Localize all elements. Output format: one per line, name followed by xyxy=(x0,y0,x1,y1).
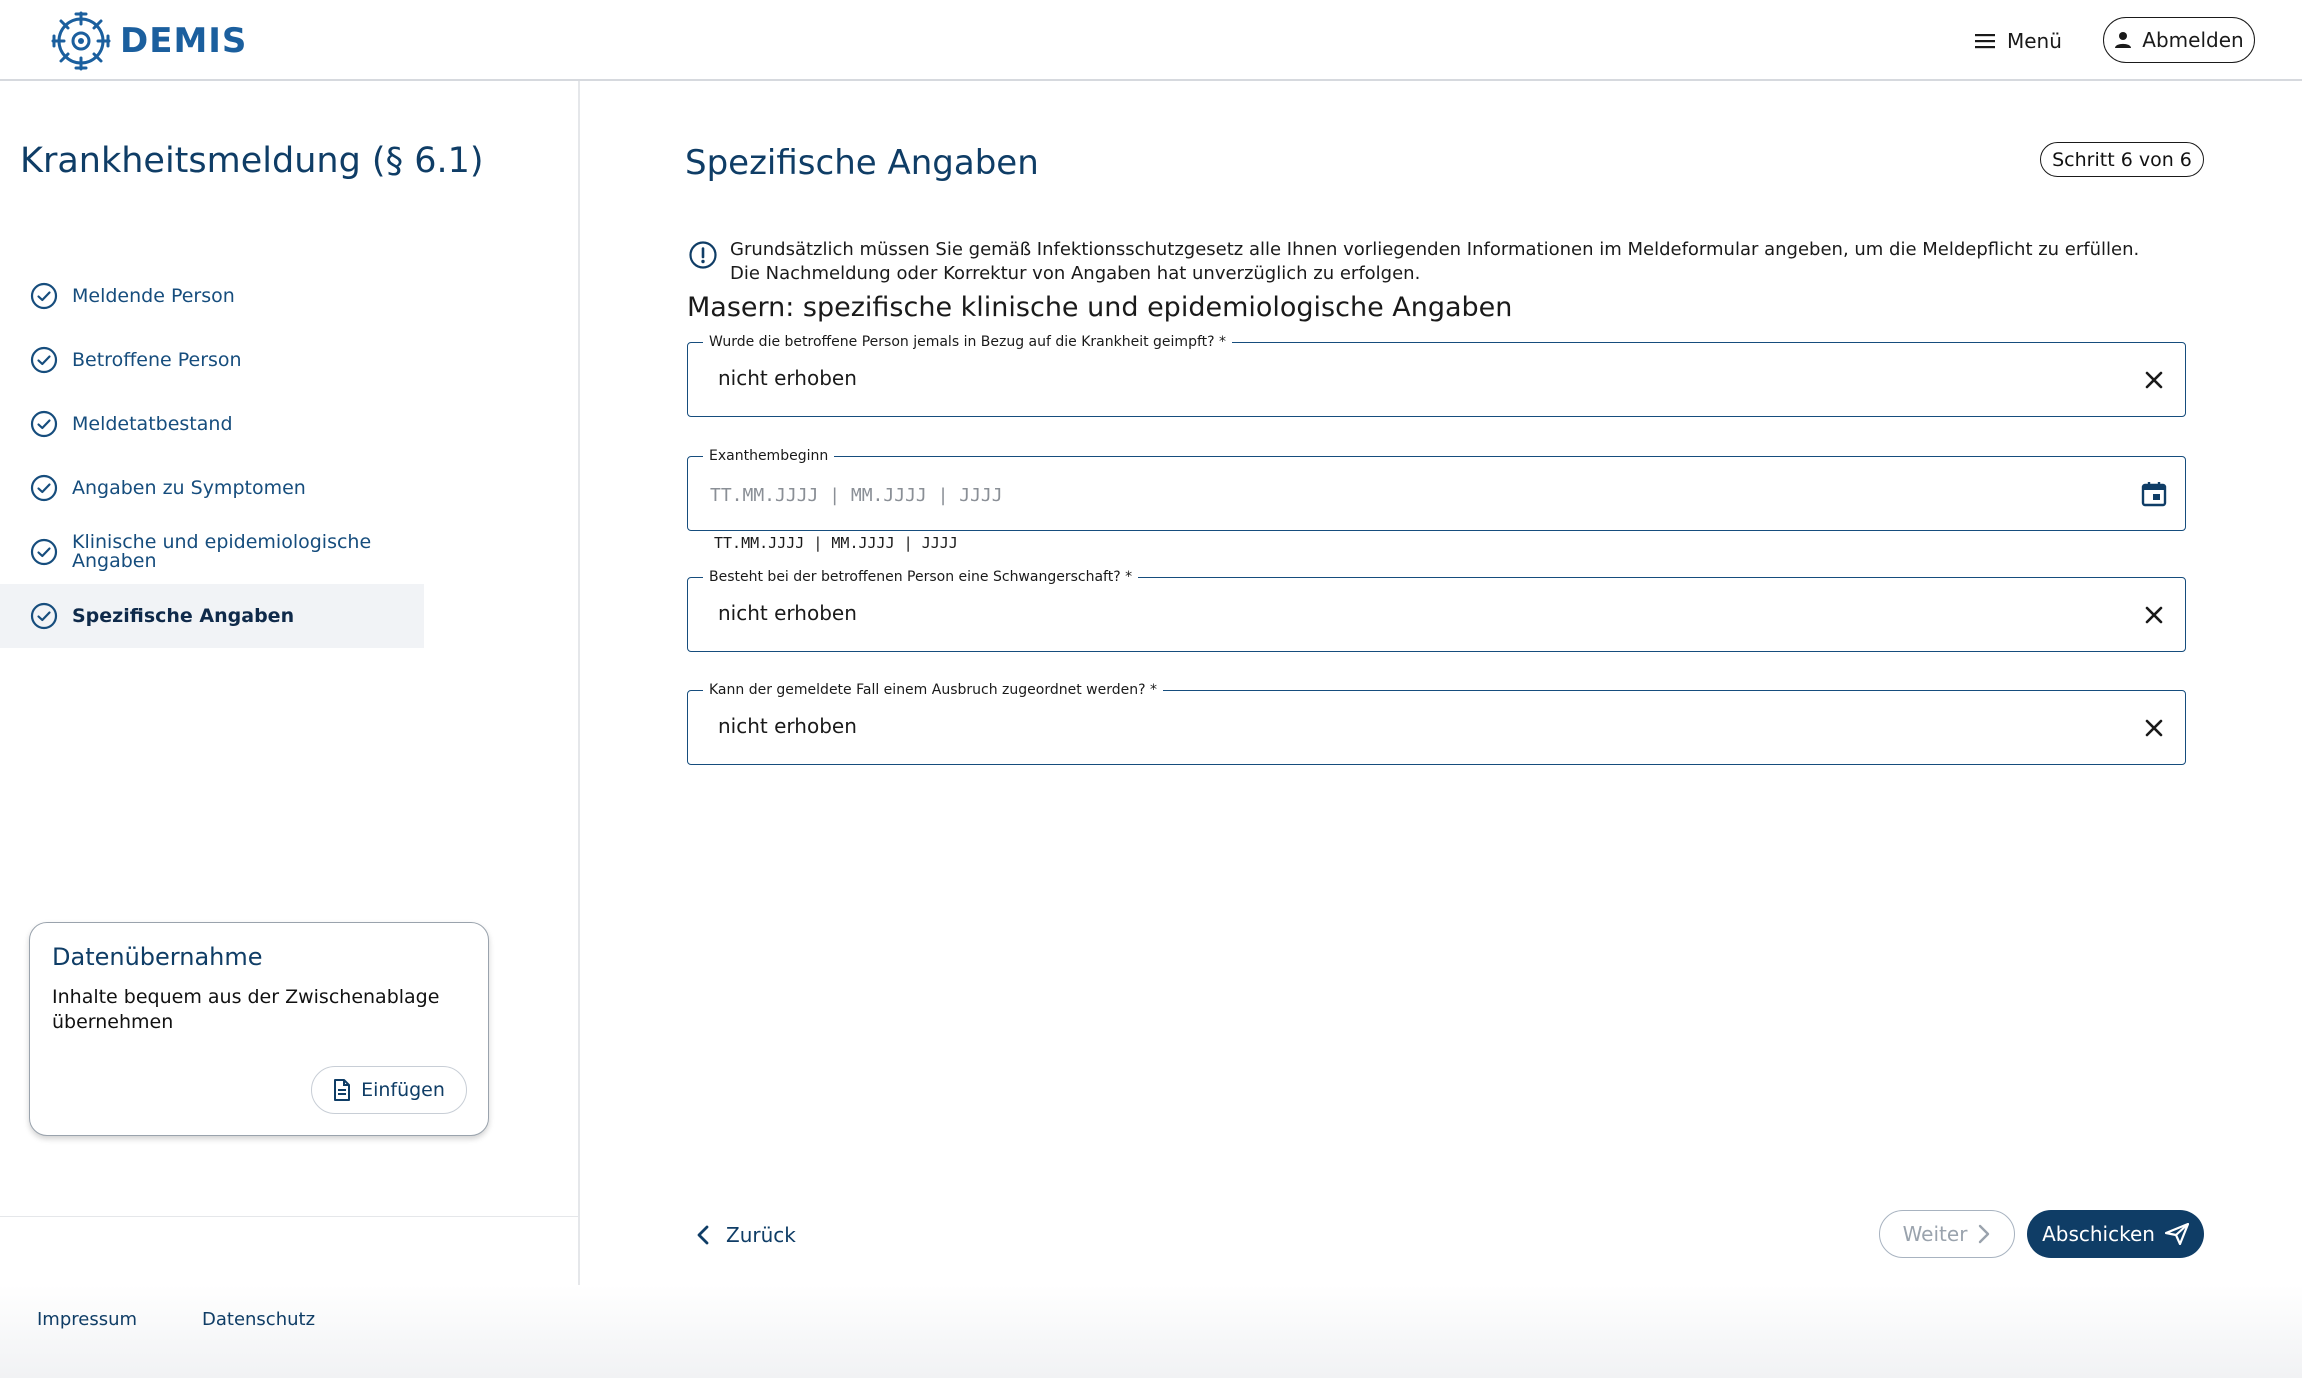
step-label: Klinische und epidemiologische Angaben xyxy=(72,531,372,572)
step-item-meldende-person[interactable] xyxy=(0,264,424,328)
page-footer xyxy=(0,1285,2302,1378)
paste-button-label: Einfügen xyxy=(361,1079,445,1101)
menu-label: Menü xyxy=(2007,29,2062,53)
step-label: Meldetatbestand xyxy=(72,412,233,435)
rash-onset-input[interactable] xyxy=(708,477,2092,513)
app-header xyxy=(0,0,2302,81)
check-circle-icon xyxy=(30,474,58,502)
submit-label: Abschicken xyxy=(2042,1222,2155,1246)
step-navigation xyxy=(0,264,424,648)
hamburger-menu-icon xyxy=(1975,33,1995,49)
field-value: nicht erhoben xyxy=(718,366,857,390)
next-label: Weiter xyxy=(1902,1222,1968,1246)
logout-button[interactable] xyxy=(2103,17,2255,63)
page-title: Spezifische Angaben xyxy=(685,143,1039,183)
close-icon[interactable] xyxy=(2139,600,2169,630)
close-icon[interactable] xyxy=(2139,713,2169,743)
step-label: Angaben zu Symptomen xyxy=(72,476,306,499)
check-circle-icon xyxy=(30,282,58,310)
info-text: Grundsätzlich müssen Sie gemäß Infektionsschutzgesetz alle Ihnen vorliegenden Informationen im Meldeformular angeben, um die Meldepflicht zu erfüllen. Die Nachmeldung oder Korrektur von Angaben hat unverzüglich zu erfolgen. xyxy=(730,239,2140,284)
check-circle-icon xyxy=(30,410,58,438)
step-item-angaben-zu-symptomen[interactable] xyxy=(0,456,424,520)
step-item-meldetatbestand[interactable] xyxy=(0,392,424,456)
next-button[interactable] xyxy=(1879,1210,2015,1258)
step-label: Spezifische Angaben xyxy=(72,604,295,627)
step-item-spezifische-angaben[interactable] xyxy=(0,584,424,648)
demis-logo[interactable] xyxy=(50,12,247,70)
date-format-hint: TT.MM.JJJJ | MM.JJJJ | JJJJ xyxy=(714,534,958,552)
close-icon[interactable] xyxy=(2139,365,2169,395)
field-label: Kann der gemeldete Fall einem Ausbruch zugeordnet werden? * xyxy=(703,681,1163,699)
document-icon xyxy=(333,1079,351,1101)
data-import-card xyxy=(29,922,489,1136)
datenschutz-link[interactable]: Datenschutz xyxy=(202,1309,316,1330)
calendar-icon[interactable] xyxy=(2139,479,2169,509)
menu-button[interactable] xyxy=(1975,22,2062,60)
step-item-betroffene-person[interactable] xyxy=(0,328,424,392)
sidebar xyxy=(0,81,580,1285)
exclamation-circle-icon xyxy=(688,240,718,270)
card-title: Datenübernahme xyxy=(52,943,263,971)
check-circle-icon xyxy=(30,346,58,374)
outbreak-select[interactable] xyxy=(687,682,2186,765)
check-circle-icon xyxy=(30,538,58,566)
field-value: nicht erhoben xyxy=(718,714,857,738)
chevron-left-icon xyxy=(696,1224,710,1246)
step-label: Meldende Person xyxy=(72,284,235,307)
step-item-klinische-angaben[interactable] xyxy=(0,520,424,584)
impressum-link[interactable]: Impressum xyxy=(37,1309,138,1330)
info-notice xyxy=(688,238,2148,286)
chevron-right-icon xyxy=(1977,1223,1991,1245)
form-title: Krankheitsmeldung (§ 6.1) xyxy=(20,141,484,181)
submit-button[interactable] xyxy=(2027,1210,2204,1258)
sidebar-divider xyxy=(0,1216,580,1217)
check-circle-icon xyxy=(30,602,58,630)
demis-logo-icon xyxy=(50,10,112,72)
logo-text: DEMIS xyxy=(120,21,248,61)
person-icon xyxy=(2114,31,2132,49)
step-label: Betroffene Person xyxy=(72,348,242,371)
back-label: Zurück xyxy=(726,1223,796,1247)
pregnancy-select[interactable] xyxy=(687,569,2186,652)
logout-label: Abmelden xyxy=(2142,28,2244,52)
paste-button[interactable] xyxy=(311,1066,467,1114)
step-badge: Schritt 6 von 6 xyxy=(2040,142,2204,177)
field-label: Wurde die betroffene Person jemals in Bezug auf die Krankheit geimpft? * xyxy=(703,333,1232,351)
field-label: Exanthembeginn xyxy=(703,447,834,465)
rash-onset-date-field[interactable] xyxy=(687,448,2186,531)
card-text: Inhalte bequem aus der Zwischenablage übernehmen xyxy=(52,986,440,1033)
section-title: Masern: spezifische klinische und epidemiologische Angaben xyxy=(687,292,1513,323)
field-value: nicht erhoben xyxy=(718,601,857,625)
paper-plane-icon xyxy=(2165,1223,2189,1245)
back-button[interactable] xyxy=(696,1218,796,1252)
field-label: Besteht bei der betroffenen Person eine Schwangerschaft? * xyxy=(703,568,1138,586)
vaccinated-select[interactable] xyxy=(687,334,2186,417)
